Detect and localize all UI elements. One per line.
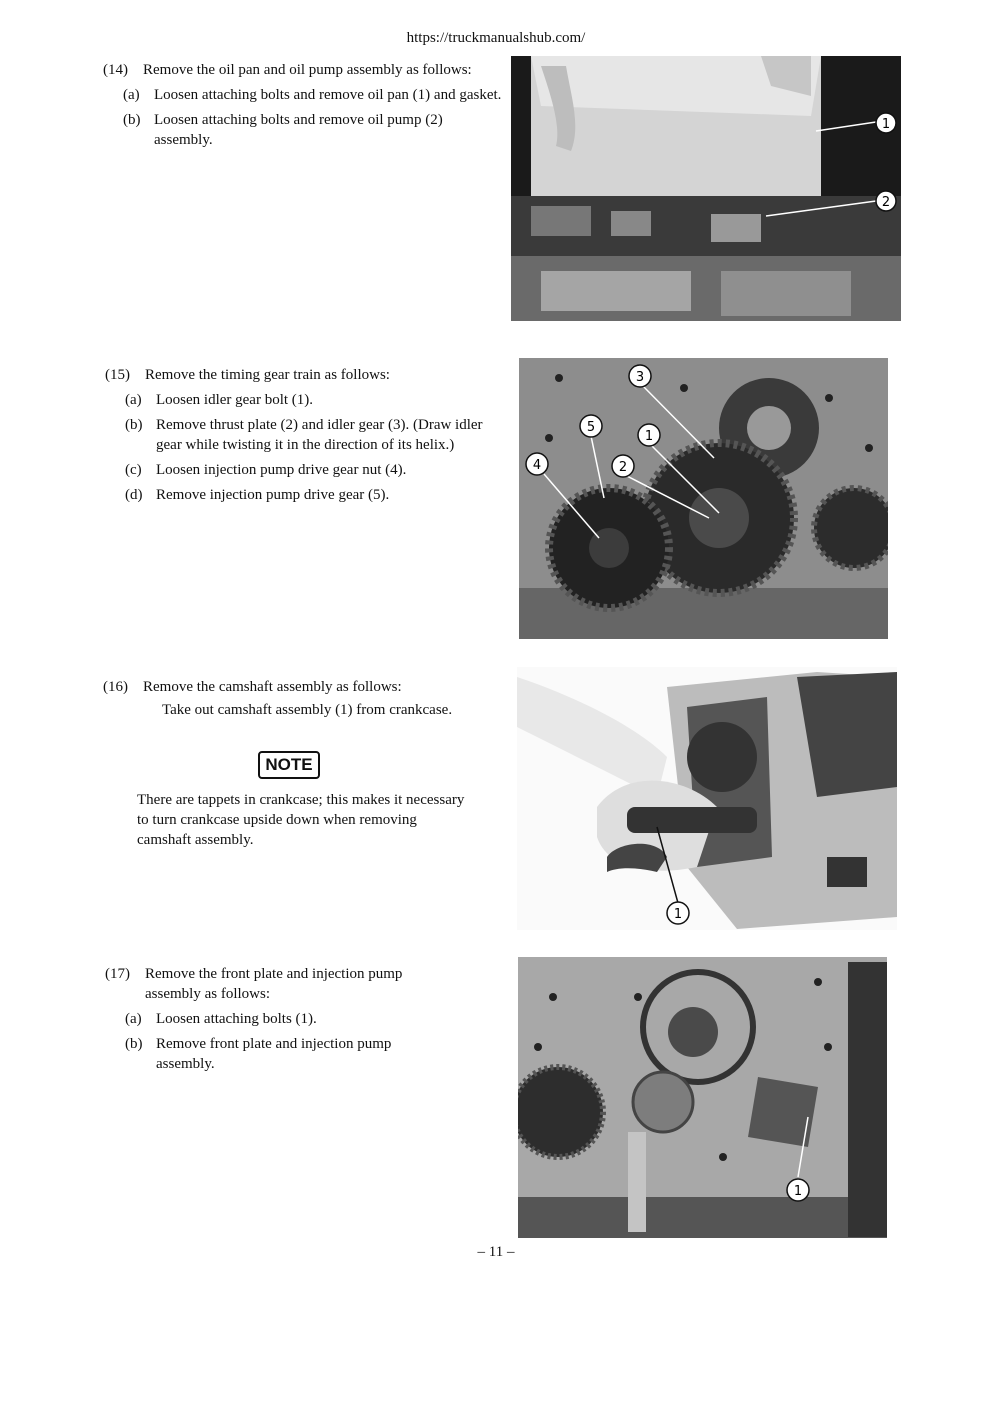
step-title: Remove the front plate and injection pump assembly as follows:	[145, 966, 403, 1002]
sub-step-letter: (a)	[123, 87, 140, 103]
callout-label: 3	[635, 370, 645, 385]
callout-label: 2	[881, 195, 891, 210]
sub-step-c	[105, 460, 505, 480]
callout-label: 1	[644, 429, 654, 444]
sub-step-text: Loosen attaching bolts and remove oil pump (2) assembly.	[154, 112, 443, 148]
step-title: Remove the timing gear train as follows:	[145, 367, 390, 383]
step-15	[105, 365, 505, 505]
step-title: Remove the camshaft assembly as follows:	[143, 679, 402, 695]
sub-step-text: Loosen attaching bolts (1).	[156, 1011, 317, 1027]
callout-label: 2	[618, 460, 628, 475]
page-number: – 11 –	[477, 1244, 515, 1260]
sub-step-letter: (a)	[125, 1011, 142, 1027]
sub-step-text: Loosen injection pump drive gear nut (4).	[156, 462, 407, 478]
sub-step-d	[105, 485, 505, 505]
step-instruction: Take out camshaft assembly (1) from crankcase.	[162, 702, 453, 718]
sub-step-b	[103, 110, 503, 150]
step-number: (17)	[105, 966, 130, 982]
sub-step-a	[105, 390, 505, 410]
step-number: (14)	[103, 62, 128, 78]
sub-step-text: Remove injection pump drive gear (5).	[156, 487, 390, 503]
sub-step-letter: (b)	[123, 112, 141, 128]
sub-step-letter: (b)	[125, 1036, 143, 1052]
callout-label: 1	[673, 907, 683, 922]
callout-label: 1	[881, 117, 891, 132]
note-badge: NOTE	[258, 751, 320, 779]
callout-label: 4	[532, 458, 542, 473]
step-number: (16)	[103, 679, 128, 695]
sub-step-b	[105, 415, 505, 455]
sub-step-letter: (b)	[125, 417, 143, 433]
sub-step-text: Loosen attaching bolts and remove oil pan (1) and gasket.	[154, 87, 502, 103]
oil-pan-photo	[511, 56, 901, 321]
source-url: https://truckmanualshub.com/	[406, 30, 586, 46]
sub-step-letter: (d)	[125, 487, 143, 503]
step-number: (15)	[105, 367, 130, 383]
sub-step-a	[103, 85, 503, 105]
sub-step-text: Remove front plate and injection pump assembly.	[156, 1036, 392, 1072]
sub-step-text: Remove thrust plate (2) and idler gear (3). (Draw idler gear while twisting it in the direction of its helix.)	[156, 417, 483, 453]
step-16	[103, 677, 503, 720]
timing-gear-photo	[519, 358, 888, 639]
callout-label: 5	[586, 420, 596, 435]
step-14	[103, 60, 503, 150]
note-text: There are tappets in crankcase; this makes it necessary to turn crankcase upside down when removing camshaft assembly.	[137, 792, 465, 848]
callout-label: 1	[793, 1184, 803, 1199]
front-plate-photo	[518, 957, 887, 1238]
step-title: Remove the oil pan and oil pump assembly as follows:	[143, 62, 472, 78]
sub-step-b	[105, 1034, 445, 1074]
camshaft-photo	[517, 667, 897, 930]
sub-step-letter: (a)	[125, 392, 142, 408]
step-17	[105, 964, 445, 1074]
sub-step-letter: (c)	[125, 462, 142, 478]
sub-step-a	[105, 1009, 445, 1029]
sub-step-text: Loosen idler gear bolt (1).	[156, 392, 314, 408]
